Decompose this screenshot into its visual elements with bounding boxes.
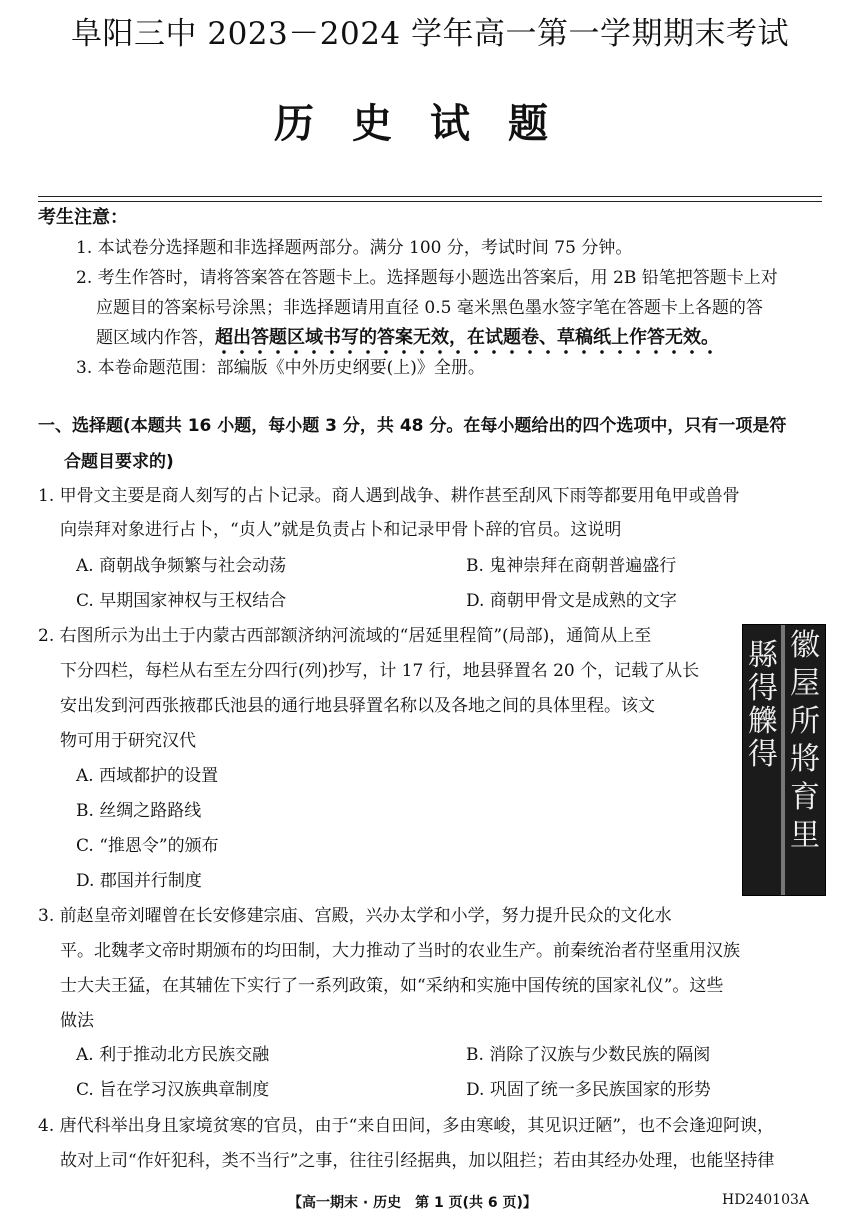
q2-stem-line-2: 下分四栏，每栏从右至左分四行(列)抄写，计 17 行，地县驿置名 20 个，记载了从长 bbox=[60, 661, 700, 681]
notice-item-2-line-2: 应题目的答案标号涂黑；非选择题请用直径 0.5 毫米黑色墨水签字笔在答题卡上各题的答 bbox=[96, 298, 763, 318]
q3-stem-line-4: 做法 bbox=[60, 1011, 94, 1031]
q2-option-c: C. “推恩令”的颁布 bbox=[76, 836, 219, 856]
q2-option-b: B. 丝绸之路路线 bbox=[76, 801, 202, 821]
notice-item-3: 3. 本卷命题范围：部编版《中外历史纲要(上)》全册。 bbox=[76, 358, 485, 378]
header-divider-top bbox=[38, 196, 822, 197]
q2-stem-line-3: 安出发到河西张掖郡氏池县的通行地县驿置名称以及各地之间的具体里程。该文 bbox=[60, 696, 655, 716]
q3-option-b: B. 消除了汉族与少数民族的隔阂 bbox=[466, 1045, 711, 1065]
q3-option-a: A. 利于推动北方民族交融 bbox=[76, 1045, 270, 1065]
slip-strip bbox=[781, 625, 785, 895]
q2-option-d: D. 郡国并行制度 bbox=[76, 871, 202, 891]
slip-right-column: 徽 屋 所 將 育 里 bbox=[790, 628, 820, 853]
q1-option-a: A. 商朝战争频繁与社会动荡 bbox=[76, 556, 287, 576]
notice-emphasis: 超出答题区域书写的答案无效，在试题卷、草稿纸上作答无效。 bbox=[215, 327, 719, 355]
q1-stem-line-2: 向崇拜对象进行占卜，“贞人”就是负责占卜和记录甲骨卜辞的官员。这说明 bbox=[60, 520, 622, 540]
exam-title: 阜阳三中 2023－2024 学年高一第一学期期末考试 bbox=[71, 16, 789, 52]
notice-item-2-line-3 bbox=[96, 326, 719, 350]
q2-stem-line-4: 物可用于研究汉代 bbox=[60, 731, 196, 751]
slip-left-column: 縣 得 觻 得 bbox=[748, 638, 778, 772]
notice-item-2-line-1: 2. 考生作答时，请将答案答在答题卡上。选择题每小题选出答案后，用 2B 铅笔把答题卡上对 bbox=[76, 268, 778, 288]
exam-code: HD240103A bbox=[722, 1192, 809, 1208]
q1-option-d: D. 商朝甲骨文是成熟的文字 bbox=[466, 591, 677, 611]
q2-stem-line-1: 2. 右图所示为出土于内蒙古西部额济纳河流域的“居延里程简”(局部)，通简从上至 bbox=[38, 626, 652, 646]
section-1-heading-line-1: 一、选择题(本题共 16 小题，每小题 3 分，共 48 分。在每小题给出的四个选项中，只有一项是符 bbox=[38, 416, 787, 436]
notice-item-2-line-3-text: 题区域内作答， bbox=[96, 328, 215, 348]
juyan-slip-image bbox=[742, 624, 826, 896]
notice-item-1: 1. 本试卷分选择题和非选择题两部分。满分 100 分，考试时间 75 分钟。 bbox=[76, 238, 633, 258]
q1-stem-line-1: 1. 甲骨文主要是商人刻写的占卜记录。商人遇到战争、耕作甚至刮风下雨等都要用龟甲或兽骨 bbox=[38, 486, 740, 506]
q3-stem-line-2: 平。北魏孝文帝时期颁布的均田制，大力推动了当时的农业生产。前秦统治者苻坚重用汉族 bbox=[60, 941, 740, 961]
q3-stem-line-1: 3. 前赵皇帝刘曜曾在长安修建宗庙、宫殿，兴办太学和小学，努力提升民众的文化水 bbox=[38, 906, 672, 926]
q1-option-b: B. 鬼神崇拜在商朝普遍盛行 bbox=[466, 556, 677, 576]
notice-heading: 考生注意： bbox=[38, 207, 128, 228]
q1-option-c: C. 早期国家神权与王权结合 bbox=[76, 591, 287, 611]
q3-option-c: C. 旨在学习汉族典章制度 bbox=[76, 1080, 270, 1100]
header-divider-bottom bbox=[38, 201, 822, 202]
subject-title: 历史试题 bbox=[274, 101, 586, 147]
page-footer: 【高一期末 · 历史 第 1 页(共 6 页)】 bbox=[288, 1195, 537, 1211]
q4-stem-line-2: 故对上司“作奸犯科，类不当行”之事，往往引经据典，加以阻拦；若由其经办处理，也能坚持律 bbox=[60, 1151, 775, 1171]
section-1-heading-line-2: 合题目要求的) bbox=[64, 452, 174, 472]
q2-option-a: A. 西域都护的设置 bbox=[76, 766, 219, 786]
q4-stem-line-1: 4. 唐代科举出身且家境贫寒的官员，由于“来自田间，多由寒峻，其见识迂陋”，也不会逢迎阿谀， bbox=[38, 1116, 775, 1136]
q3-stem-line-3: 士大夫王猛，在其辅佐下实行了一系列政策，如“采纳和实施中国传统的国家礼仪”。这些 bbox=[60, 976, 724, 996]
q3-option-d: D. 巩固了统一多民族国家的形势 bbox=[466, 1080, 711, 1100]
